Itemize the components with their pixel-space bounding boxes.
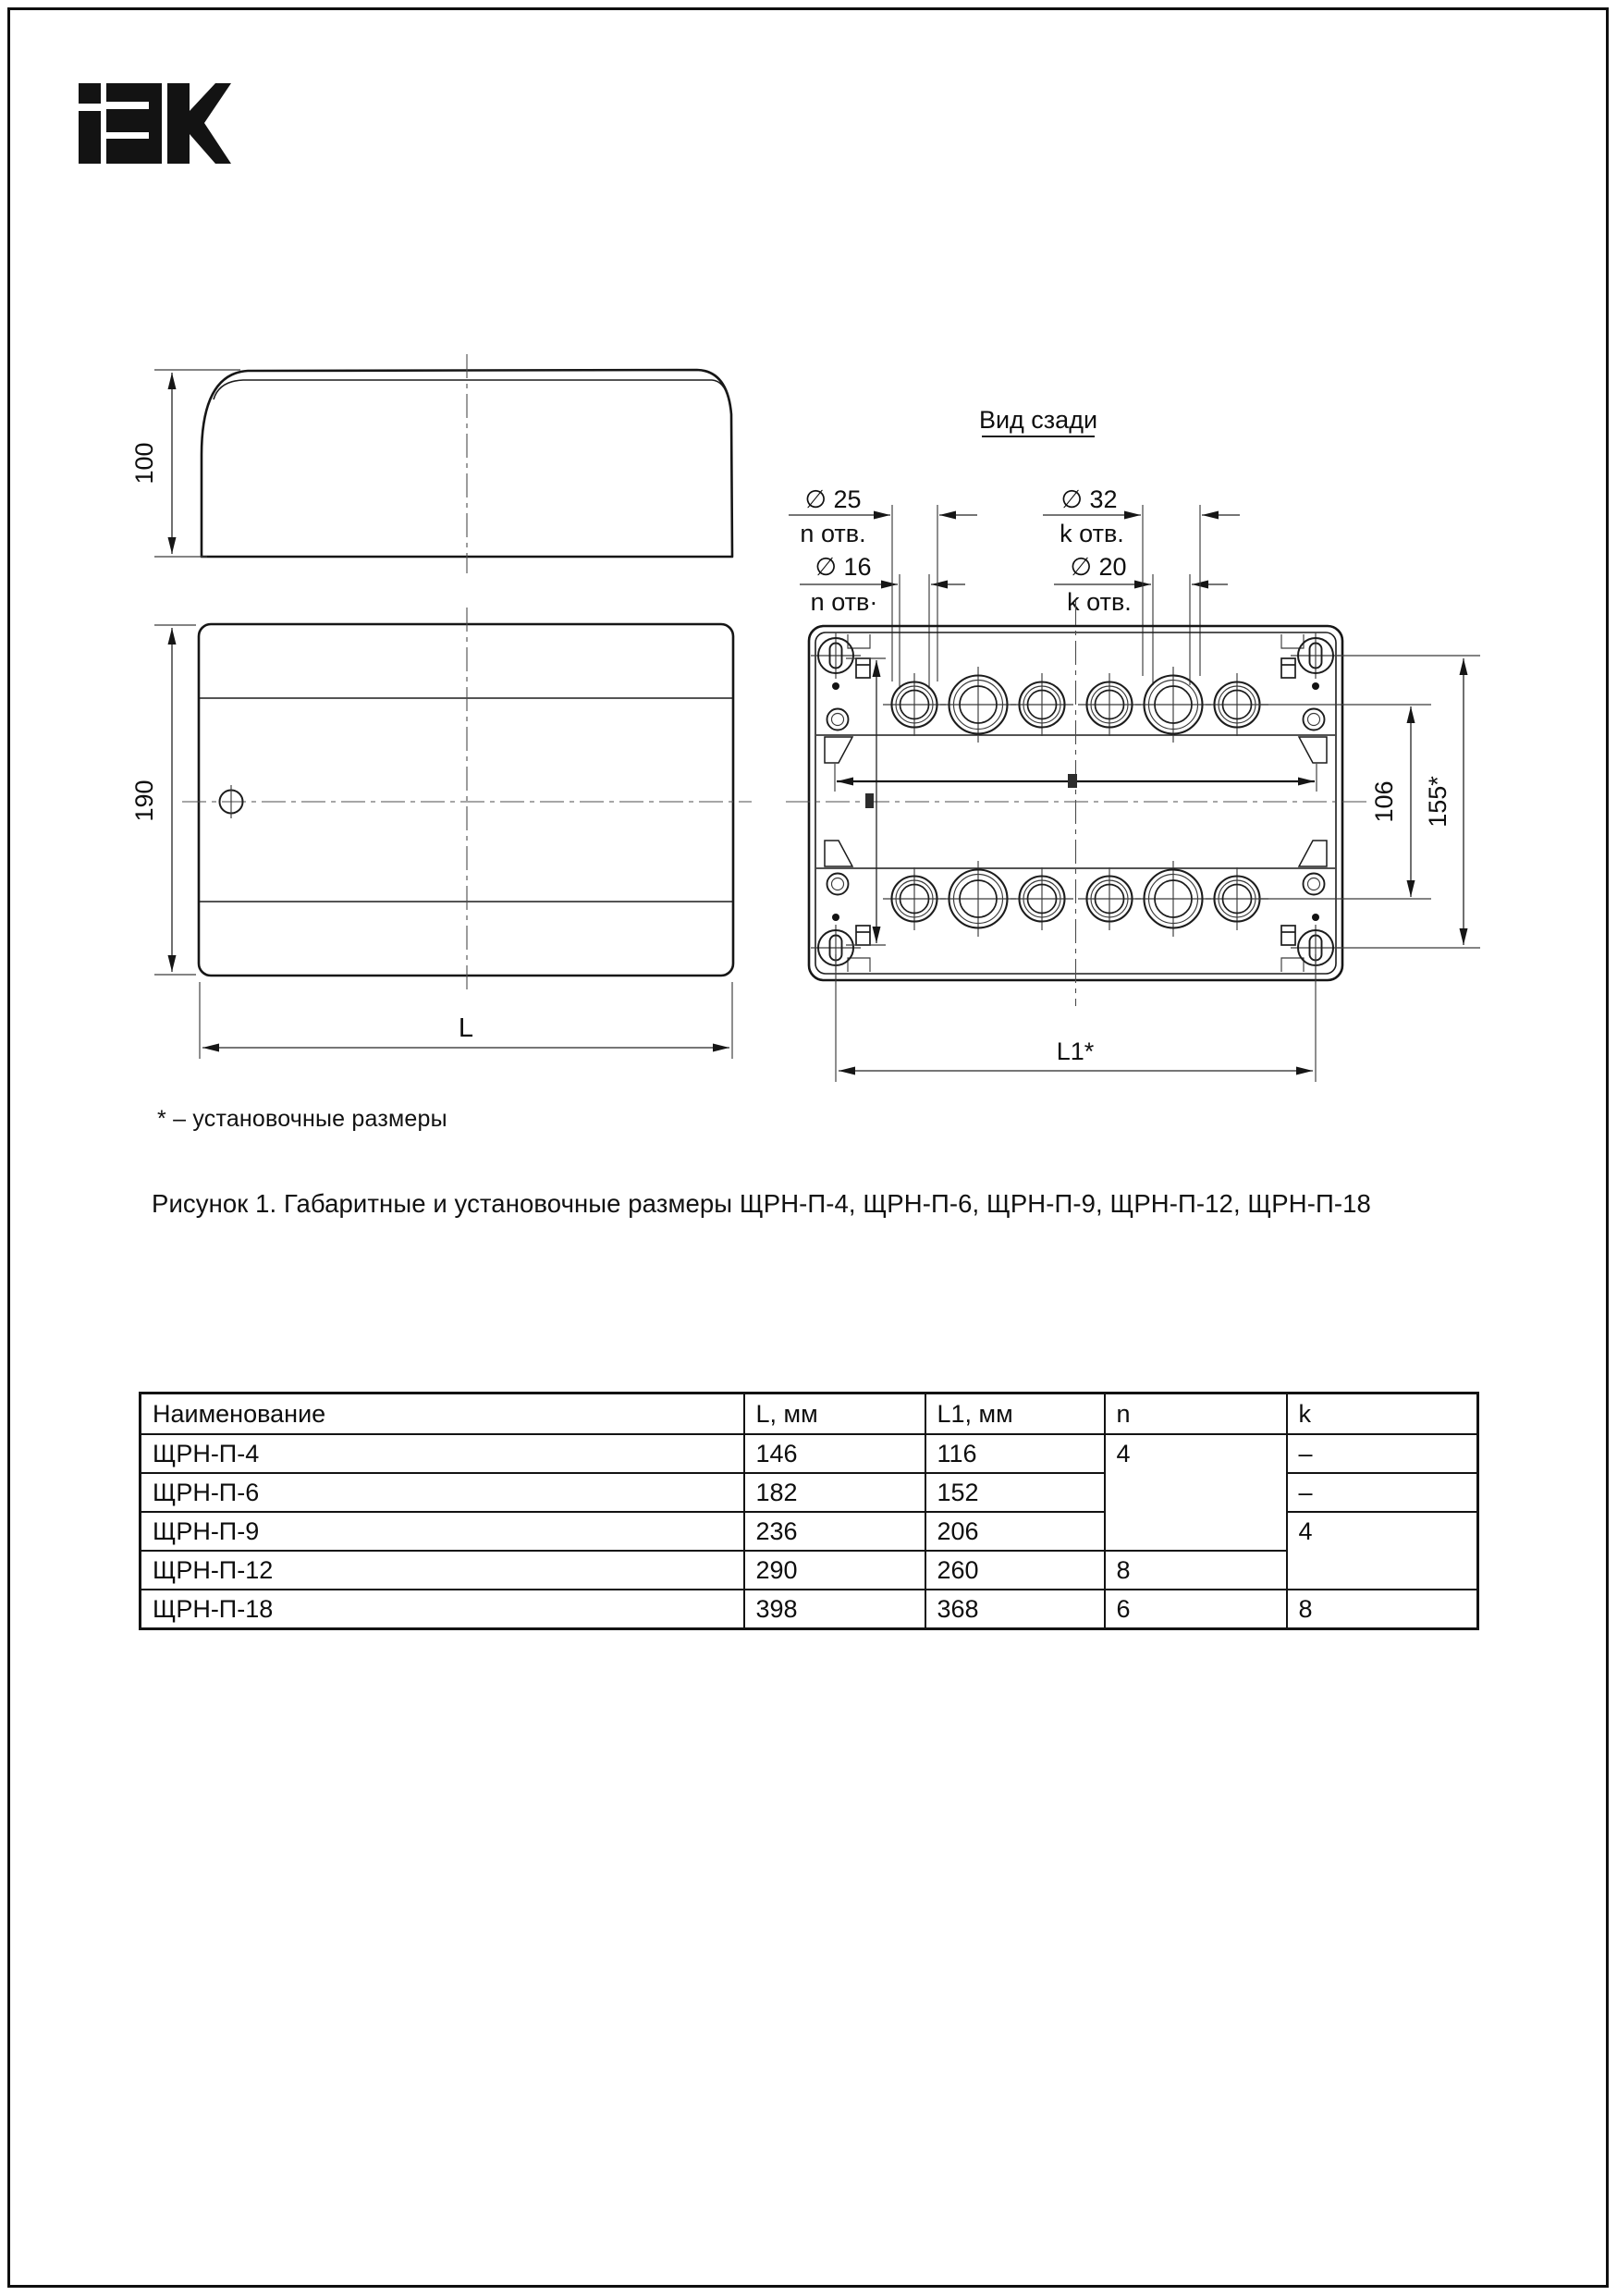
dim-label-d32: ∅ 32 xyxy=(1060,485,1118,513)
logo-i-dot xyxy=(79,83,101,104)
cell-name: ЩРН-П-4 xyxy=(141,1434,744,1473)
dimensions-table xyxy=(139,1392,1479,1630)
cell-k: 8 xyxy=(1287,1590,1478,1629)
cell-l1: 152 xyxy=(925,1473,1105,1512)
col-header-k: k xyxy=(1287,1394,1478,1435)
dim-label-d16: ∅ 16 xyxy=(815,553,872,581)
cell-n-merged: 4 xyxy=(1105,1434,1287,1551)
cell-l: 146 xyxy=(744,1434,925,1473)
cell-l1: 206 xyxy=(925,1512,1105,1551)
dim-label-front-width: L xyxy=(458,1013,474,1043)
table-row xyxy=(141,1551,1478,1590)
dim-label-d25-count: n отв. xyxy=(800,520,866,547)
side-view-drawing xyxy=(130,354,732,573)
cell-l: 182 xyxy=(744,1473,925,1512)
table-row xyxy=(141,1434,1478,1473)
dim-label-d25: ∅ 25 xyxy=(804,485,862,513)
table-header-row xyxy=(141,1394,1478,1435)
dim-label-d16-count: n отв· xyxy=(810,588,878,616)
iek-logo xyxy=(79,83,231,164)
dim-label-mount-height: 155* xyxy=(1424,776,1452,828)
dim-label-d20: ∅ 20 xyxy=(1070,553,1127,581)
cell-name: ЩРН-П-18 xyxy=(141,1590,744,1629)
cell-n: 8 xyxy=(1105,1551,1287,1590)
rear-view-drawing xyxy=(786,406,1480,1082)
cell-k-merged: 4 xyxy=(1287,1512,1478,1590)
col-header-name: Наименование xyxy=(141,1394,744,1435)
dim-label-mount-width: L1* xyxy=(1056,1037,1095,1065)
cell-l: 290 xyxy=(744,1551,925,1590)
cell-k: – xyxy=(1287,1473,1478,1512)
footnote: * – установочные размеры xyxy=(157,1106,447,1132)
dim-label-row-spacing: 106 xyxy=(1370,780,1398,823)
col-header-l1: L1, мм xyxy=(925,1394,1105,1435)
figure-caption: Рисунок 1. Габаритные и установочные размеры ЩРН-П-4, ЩРН-П-6, ЩРН-П-9, ЩРН-П-12, ЩРН-П-18 xyxy=(152,1189,1371,1218)
cell-l1: 368 xyxy=(925,1590,1105,1629)
cell-l: 398 xyxy=(744,1590,925,1629)
rear-view-title: Вид сзади xyxy=(978,406,1098,434)
cell-n: 6 xyxy=(1105,1590,1287,1629)
table-row xyxy=(141,1590,1478,1629)
dim-label-d20-count: k отв. xyxy=(1067,588,1132,616)
col-header-n: n xyxy=(1105,1394,1287,1435)
front-view-drawing xyxy=(130,608,752,1059)
logo-i-stem xyxy=(79,111,101,164)
dim-label-d32-count: k отв. xyxy=(1060,520,1124,547)
cell-l1: 116 xyxy=(925,1434,1105,1473)
cell-l1: 260 xyxy=(925,1551,1105,1590)
cell-l: 236 xyxy=(744,1512,925,1551)
dim-label-side-height: 100 xyxy=(130,442,158,485)
cell-name: ЩРН-П-9 xyxy=(141,1512,744,1551)
logo-k xyxy=(167,83,231,164)
col-header-l: L, мм xyxy=(744,1394,925,1435)
cell-k: – xyxy=(1287,1434,1478,1473)
logo-e xyxy=(106,83,162,164)
cell-name: ЩРН-П-12 xyxy=(141,1551,744,1590)
cell-name: ЩРН-П-6 xyxy=(141,1473,744,1512)
dim-label-front-height: 190 xyxy=(130,780,158,822)
